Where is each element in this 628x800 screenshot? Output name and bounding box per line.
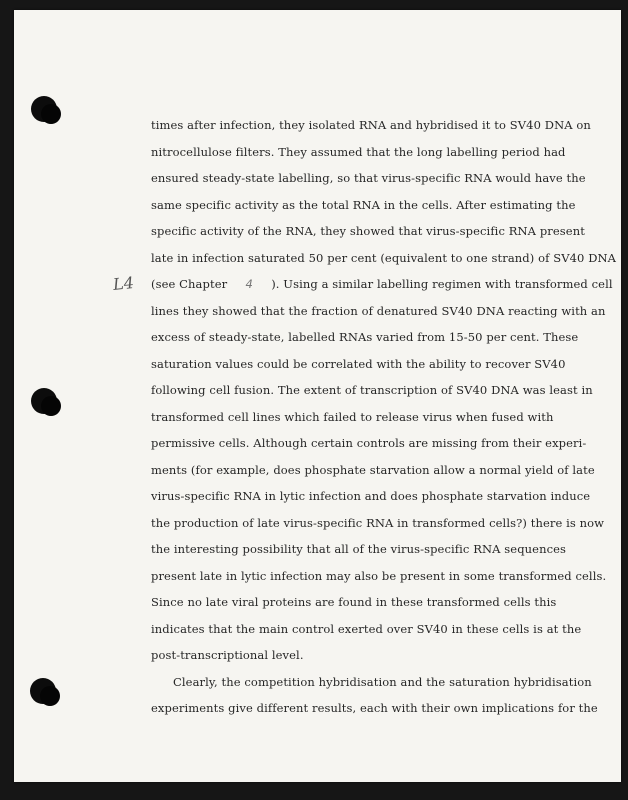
handwritten-chapter-number: 4: [245, 277, 253, 291]
punch-hole-bottom: [30, 678, 56, 704]
text-line-19: Since no late viral proteins are found in these transformed cells this: [151, 595, 557, 609]
text-line-10: saturation values could be correlated with the ability to recover SV40: [151, 356, 566, 371]
text-line-17: the interesting possibility that all of the virus-specific RNA sequences: [151, 542, 567, 556]
text-line-18: present late in lytic infection may also be present in some transformed cells.: [151, 568, 607, 583]
punch-hole-top: [31, 96, 57, 122]
text-line-14: ments (for example, does phosphate starvation allow a normal yield of late: [151, 462, 595, 477]
text-line-15: virus-specific RNA in lytic infection and does phosphate starvation induce: [151, 489, 591, 503]
text-line-3: ensured steady-state labelling, so that virus-specific RNA would have the: [151, 171, 586, 185]
punch-hole-middle: [31, 388, 57, 414]
text-line-5: specific activity of the RNA, they showed that virus-specific RNA present: [151, 224, 585, 238]
text-line-1: times after infection, they isolated RNA and hybridised it to SV40 DNA on: [151, 118, 591, 132]
text-line-20: indicates that the main control exerted over SV40 in these cells is at the: [151, 621, 582, 636]
text-line-12: transformed cell lines which failed to release virus when fused with: [151, 409, 554, 424]
text-line-6: late in infection saturated 50 per cent (equivalent to one strand) of SV40 DNA: [151, 250, 617, 265]
paper-sheet: [14, 10, 621, 782]
text-line-21: post-transcriptional level.: [151, 648, 304, 662]
text-line-4: same specific activity as the total RNA in the cells. After estimating the: [151, 197, 576, 212]
body-text: [151, 112, 617, 722]
text-line-23: experiments give different results, each with their own implications for the: [151, 701, 598, 715]
text-line-22: Clearly, the competition hybridisation and the saturation hybridisation: [173, 674, 592, 689]
handwritten-margin-note: L4: [112, 272, 135, 295]
chapter-ref-prefix: (see Chapter: [151, 277, 228, 291]
text-line-8: lines they showed that the fraction of denatured SV40 DNA reacting with an: [151, 303, 606, 318]
text-line-9: excess of steady-state, labelled RNAs varied from 15-50 per cent. These: [151, 330, 579, 344]
text-line-7: [151, 271, 611, 298]
text-line-2: nitrocellulose filters. They assumed that the long labelling period had: [151, 144, 566, 159]
chapter-ref-suffix: ). Using a similar labelling regimen with transformed cell: [271, 277, 613, 291]
text-line-11: following cell fusion. The extent of transcription of SV40 DNA was least in: [151, 383, 593, 397]
text-line-16: the production of late virus-specific RNA in transformed cells?) there is now: [151, 515, 605, 530]
text-line-13: permissive cells. Although certain controls are missing from their experi-: [151, 436, 587, 450]
